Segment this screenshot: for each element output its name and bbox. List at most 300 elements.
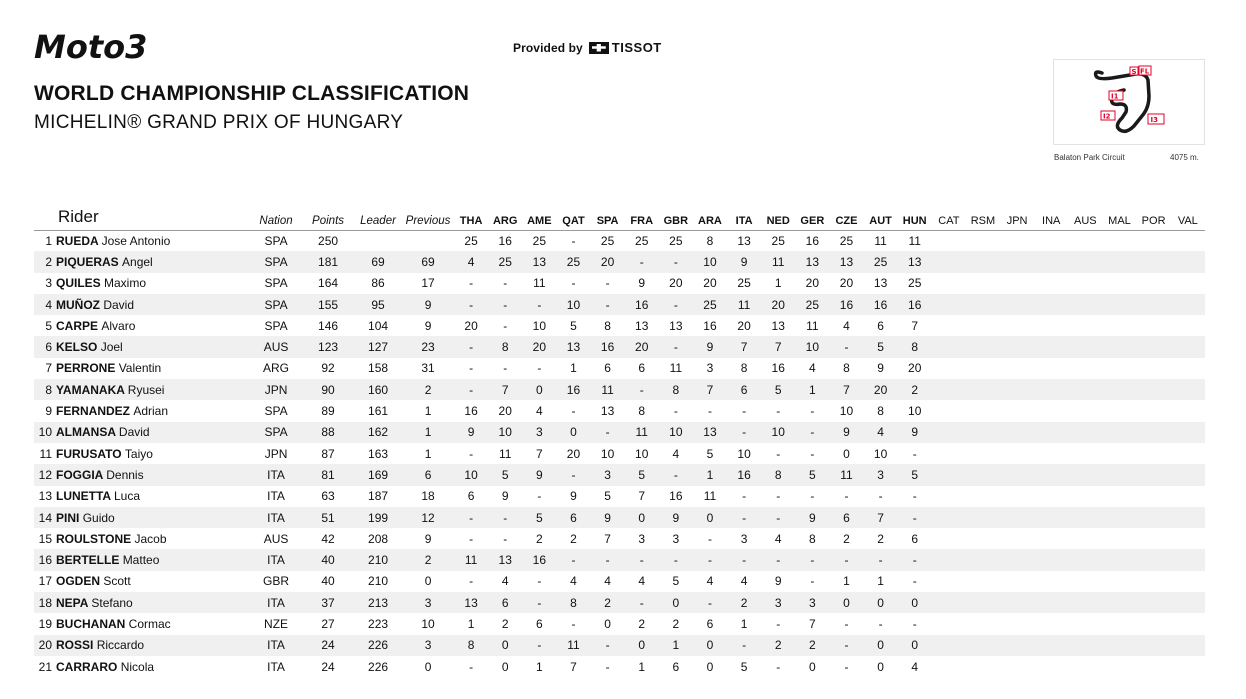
race-result-ger: 0	[809, 659, 816, 674]
race-result-aut: 3	[864, 464, 898, 485]
race-result-cat	[932, 549, 966, 570]
race-result-cze: 2	[843, 531, 850, 546]
race-result-ger: 10	[795, 336, 829, 357]
race-result-aus	[1068, 230, 1102, 251]
race-result-gbr: 4	[672, 446, 680, 461]
race-result-gbr: -	[659, 294, 693, 315]
race-result-ned: -	[761, 549, 795, 570]
rider-last-name: PINI	[56, 510, 80, 525]
rider-name	[56, 422, 250, 443]
race-result-ita: 1	[740, 616, 748, 631]
race-result-fra: 6	[638, 361, 646, 376]
rider-last-name: CARPE	[56, 318, 99, 333]
race-result-ara: 0	[693, 635, 727, 656]
race-result-val	[1171, 464, 1205, 485]
rider-position: 19	[38, 616, 52, 631]
race-result-por	[1137, 528, 1171, 549]
race-result-aus	[1068, 613, 1102, 634]
race-result-val	[1171, 656, 1205, 677]
race-result-ita: 13	[737, 233, 751, 248]
header-race-rsm: RSM	[966, 204, 1000, 230]
race-result-cze: -	[829, 635, 863, 656]
race-result-ina	[1034, 549, 1068, 570]
race-result-ara: 4	[706, 574, 714, 589]
race-result-hun: 4	[911, 659, 919, 674]
race-result-rsm	[966, 443, 1000, 464]
race-result-gbr: 8	[659, 379, 693, 400]
race-result-ina	[1034, 230, 1068, 251]
rider-name	[56, 315, 250, 336]
header-race-hun: HUN	[898, 204, 932, 230]
race-result-ita: -	[727, 507, 761, 528]
race-result-fra: 25	[635, 233, 649, 248]
race-result-cat	[932, 507, 966, 528]
rider-position: 4	[34, 294, 56, 315]
table-row	[34, 549, 1205, 570]
race-result-rsm	[966, 358, 1000, 379]
race-result-val	[1171, 273, 1205, 294]
race-result-cze: 16	[829, 294, 863, 315]
gap-to-leader: 226	[368, 659, 389, 674]
race-result-arg: 10	[488, 422, 522, 443]
race-result-ara: 3	[706, 361, 714, 376]
moto3-logo	[34, 28, 204, 64]
race-result-qat: -	[571, 233, 576, 248]
race-result-fra: 16	[625, 294, 659, 315]
race-result-gbr: 25	[669, 233, 683, 248]
moto3-logo-graphic	[34, 28, 204, 64]
gap-to-leader: 95	[354, 294, 402, 315]
table-header-row	[34, 204, 1205, 230]
race-result-ina	[1034, 251, 1068, 272]
rider-last-name: QUILES	[56, 276, 101, 291]
race-result-aut: 8	[877, 404, 884, 419]
race-result-jpn	[1000, 549, 1034, 570]
rider-points: 164	[318, 276, 339, 291]
rider-name	[56, 443, 250, 464]
race-result-aut: 1	[877, 574, 884, 589]
rider-first-name: Scott	[103, 574, 131, 589]
race-result-cat	[932, 336, 966, 357]
rider-first-name: Luca	[114, 489, 141, 504]
gap-to-leader	[354, 230, 402, 251]
race-result-cze: -	[844, 489, 849, 504]
race-result-ina	[1034, 422, 1068, 443]
race-result-ger: 5	[795, 464, 829, 485]
rider-points: 87	[321, 446, 335, 461]
rider-nation: JPN	[250, 379, 302, 400]
race-result-por	[1137, 635, 1171, 656]
race-result-ger: 4	[809, 361, 816, 376]
race-result-ned: 20	[761, 294, 795, 315]
race-result-tha: -	[469, 659, 474, 674]
rider-last-name: NEPA	[56, 595, 89, 610]
race-result-por	[1137, 422, 1171, 443]
rider-first-name: Alvaro	[101, 318, 136, 333]
race-result-aus	[1068, 528, 1102, 549]
race-result-ara: 25	[693, 294, 727, 315]
race-result-por	[1137, 571, 1171, 592]
race-result-jpn	[1000, 422, 1034, 443]
race-result-ame: 2	[536, 531, 543, 546]
rider-name	[56, 528, 250, 549]
race-result-ara: 0	[693, 507, 727, 528]
race-result-qat: 1	[570, 361, 577, 376]
gap-to-previous: 1	[424, 404, 432, 419]
race-result-arg: 25	[488, 251, 522, 272]
race-result-ara: 7	[693, 379, 727, 400]
race-result-qat: 7	[570, 659, 577, 674]
race-result-por	[1137, 592, 1171, 613]
race-result-cat	[932, 635, 966, 656]
race-result-ger: -	[810, 574, 815, 589]
gap-to-previous: 0	[424, 659, 432, 674]
race-result-por	[1137, 486, 1171, 507]
rider-position: 13	[38, 489, 52, 504]
provided-by-label: Provided by	[513, 40, 583, 55]
race-result-ned: -	[776, 659, 781, 674]
race-result-cze: 25	[839, 233, 854, 248]
race-result-qat: 4	[570, 574, 577, 589]
rider-points: 92	[321, 361, 335, 376]
race-result-ned: 2	[761, 635, 795, 656]
rider-nation: ITA	[267, 489, 285, 504]
header-rider: Rider	[34, 204, 250, 230]
rider-nation: SPA	[250, 251, 302, 272]
table-row	[34, 294, 1205, 315]
race-result-hun: -	[912, 489, 917, 504]
race-result-arg: 6	[488, 592, 522, 613]
race-result-gbr: 5	[672, 574, 680, 589]
table-row	[34, 635, 1205, 656]
race-result-jpn	[1000, 400, 1034, 421]
race-result-tha: 25	[464, 233, 478, 248]
race-result-hun: -	[898, 549, 932, 570]
rider-first-name: Adrian	[133, 404, 169, 419]
race-result-ita: -	[742, 404, 747, 419]
circuit-length: 4075 m.	[1170, 153, 1199, 162]
race-result-por	[1137, 613, 1171, 634]
rider-points: 63	[321, 489, 335, 504]
race-result-tha: 8	[454, 635, 488, 656]
race-result-spa: -	[605, 276, 610, 291]
race-result-cze: -	[844, 659, 849, 674]
race-result-tha: 11	[454, 549, 488, 570]
race-result-gbr: -	[673, 404, 678, 419]
race-result-tha: -	[469, 531, 474, 546]
race-result-mal	[1102, 571, 1136, 592]
race-result-cze: -	[844, 616, 849, 631]
race-result-jpn	[1000, 443, 1034, 464]
rider-name	[56, 571, 250, 592]
race-result-val	[1171, 613, 1205, 634]
rider-last-name: RUEDA	[56, 233, 99, 248]
rider-name	[56, 273, 250, 294]
rider-name	[56, 294, 250, 315]
race-result-fra: -	[625, 251, 659, 272]
rider-position: 1	[45, 233, 52, 248]
race-result-rsm	[966, 592, 1000, 613]
gap-to-previous: 9	[424, 318, 432, 333]
rider-first-name: Angel	[122, 254, 153, 269]
race-result-cze: 8	[843, 361, 850, 376]
header-race-ger: GER	[795, 204, 829, 230]
header-points: Points	[302, 204, 354, 230]
race-result-tha: 20	[464, 318, 478, 333]
race-result-jpn	[1000, 336, 1034, 357]
race-result-ara: 8	[706, 233, 714, 248]
rider-points: 155	[302, 294, 354, 315]
race-result-spa: 2	[591, 592, 625, 613]
gap-to-leader: 162	[354, 422, 402, 443]
race-result-qat: 25	[556, 251, 590, 272]
race-result-cze: 20	[839, 276, 854, 291]
gap-to-previous: 3	[402, 592, 454, 613]
race-result-ned: -	[776, 404, 781, 419]
rider-position: 21	[38, 659, 52, 674]
race-result-val	[1171, 486, 1205, 507]
race-result-ina	[1034, 400, 1068, 421]
race-result-rsm	[966, 294, 1000, 315]
race-result-fra: 1	[638, 659, 646, 674]
rider-points: 24	[302, 635, 354, 656]
race-result-ger: 20	[805, 276, 820, 291]
race-result-cat	[932, 251, 966, 272]
table-body	[34, 230, 1205, 677]
race-result-ita: 11	[727, 294, 761, 315]
race-result-val	[1171, 507, 1205, 528]
race-result-tha: 13	[454, 592, 488, 613]
race-result-tha: -	[454, 507, 488, 528]
gap-to-previous: 9	[424, 531, 432, 546]
race-result-spa: 0	[604, 616, 611, 631]
race-result-tha: 1	[467, 616, 475, 631]
race-result-arg: 11	[498, 446, 512, 461]
rider-last-name: ALMANSA	[56, 425, 116, 440]
race-result-jpn	[1000, 571, 1034, 592]
race-result-ger: 16	[805, 233, 820, 248]
race-result-jpn	[1000, 464, 1034, 485]
race-result-ita: -	[727, 422, 761, 443]
race-result-aut: 5	[864, 336, 898, 357]
race-result-aut: 9	[877, 361, 884, 376]
race-result-hun: 6	[911, 531, 919, 546]
rider-points: 123	[302, 336, 354, 357]
race-result-hun: -	[912, 574, 917, 589]
race-result-rsm	[966, 656, 1000, 677]
rider-name	[56, 613, 250, 634]
circuit-map	[1053, 59, 1205, 145]
rider-position: 3	[45, 276, 52, 291]
race-result-ger: 8	[809, 531, 816, 546]
gap-to-previous: 0	[424, 574, 432, 589]
race-result-ned: 16	[771, 361, 785, 376]
race-result-ara: 0	[706, 659, 714, 674]
race-result-rsm	[966, 507, 1000, 528]
race-result-ina	[1034, 592, 1068, 613]
rider-nation: ARG	[263, 361, 290, 376]
gap-to-leader: 208	[368, 531, 389, 546]
race-result-aus	[1068, 358, 1102, 379]
race-result-mal	[1102, 486, 1136, 507]
circuit-label-i3: I3	[1150, 116, 1158, 124]
race-result-val	[1171, 358, 1205, 379]
race-result-fra: 11	[625, 422, 659, 443]
race-result-ger: -	[810, 404, 815, 419]
race-result-ger: 2	[795, 635, 829, 656]
race-result-por	[1137, 464, 1171, 485]
race-result-jpn	[1000, 635, 1034, 656]
gap-to-leader: 158	[368, 361, 389, 376]
race-result-ame: 9	[522, 464, 556, 485]
table-row	[34, 464, 1205, 485]
race-result-jpn	[1000, 656, 1034, 677]
page-subtitle: MICHELIN® GRAND PRIX OF HUNGARY	[34, 112, 404, 133]
race-result-cat	[932, 464, 966, 485]
race-result-spa: 7	[604, 531, 611, 546]
race-result-cat	[932, 571, 966, 592]
table-row	[34, 528, 1205, 549]
race-result-cat	[932, 443, 966, 464]
race-result-spa: 8	[604, 318, 611, 333]
rider-first-name: Joel	[100, 340, 123, 355]
race-result-ame: 25	[532, 233, 547, 248]
race-result-hun: 25	[908, 276, 922, 291]
table-row	[34, 656, 1205, 677]
race-result-ina	[1034, 613, 1068, 634]
race-result-fra: -	[625, 549, 659, 570]
race-result-rsm	[966, 422, 1000, 443]
race-result-ned: 11	[761, 251, 795, 272]
race-result-rsm	[966, 486, 1000, 507]
race-result-ned: 7	[761, 336, 795, 357]
race-result-gbr: -	[659, 464, 693, 485]
race-result-por	[1137, 656, 1171, 677]
race-result-cze: 0	[829, 592, 863, 613]
race-result-tha: -	[454, 294, 488, 315]
header-race-gbr: GBR	[659, 204, 693, 230]
header-race-ara: ARA	[693, 204, 727, 230]
table-row	[34, 336, 1205, 357]
gap-to-previous: 2	[402, 549, 454, 570]
race-result-mal	[1102, 656, 1136, 677]
race-result-fra: 8	[638, 404, 646, 419]
race-result-arg: 16	[498, 233, 512, 248]
race-result-por	[1137, 294, 1171, 315]
header-race-ame: AME	[522, 204, 556, 230]
race-result-ame: 7	[536, 446, 543, 461]
gap-to-previous: 69	[402, 251, 454, 272]
table-row	[34, 613, 1205, 634]
race-result-aus	[1068, 571, 1102, 592]
race-result-aut: 25	[864, 251, 898, 272]
circuit-track-icon	[1054, 60, 1206, 146]
rider-points: 81	[302, 464, 354, 485]
rider-nation: SPA	[264, 276, 288, 291]
race-result-gbr: 2	[672, 616, 680, 631]
race-result-mal	[1102, 464, 1136, 485]
race-result-gbr: 3	[672, 531, 680, 546]
header-race-ina: INA	[1034, 204, 1068, 230]
rider-points: 181	[302, 251, 354, 272]
race-result-cat	[932, 294, 966, 315]
race-result-ger: -	[810, 489, 815, 504]
race-result-qat: -	[571, 404, 576, 419]
race-result-gbr: 13	[669, 318, 683, 333]
rider-name	[56, 592, 250, 613]
race-result-hun: 8	[898, 336, 932, 357]
race-result-ned: 3	[761, 592, 795, 613]
race-result-ina	[1034, 571, 1068, 592]
race-result-jpn	[1000, 486, 1034, 507]
header-race-cze: CZE	[829, 204, 863, 230]
race-result-ame: 4	[536, 404, 543, 419]
race-result-aus	[1068, 273, 1102, 294]
race-result-tha: -	[469, 361, 474, 376]
race-result-val	[1171, 230, 1205, 251]
race-result-ina	[1034, 507, 1068, 528]
race-result-qat: -	[571, 616, 576, 631]
race-result-por	[1137, 507, 1171, 528]
rider-name	[56, 507, 250, 528]
race-result-aus	[1068, 507, 1102, 528]
rider-nation: ITA	[250, 549, 302, 570]
race-result-mal	[1102, 336, 1136, 357]
race-result-ned: -	[776, 489, 781, 504]
race-result-mal	[1102, 230, 1136, 251]
rider-points: 88	[302, 422, 354, 443]
race-result-rsm	[966, 336, 1000, 357]
race-result-ger: -	[795, 549, 829, 570]
race-result-ita: -	[727, 549, 761, 570]
gap-to-leader: 104	[368, 318, 389, 333]
gap-to-leader: 199	[354, 507, 402, 528]
race-result-rsm	[966, 528, 1000, 549]
race-result-cat	[932, 422, 966, 443]
race-result-hun: 7	[911, 318, 919, 333]
tissot-wordmark: TISSOT	[611, 40, 662, 55]
race-result-cze: 10	[839, 404, 854, 419]
race-result-qat: 10	[556, 294, 590, 315]
race-result-gbr: 6	[672, 659, 680, 674]
race-result-ame: 3	[522, 422, 556, 443]
race-result-ina	[1034, 273, 1068, 294]
rider-points: 42	[321, 531, 335, 546]
race-result-hun: 5	[898, 464, 932, 485]
race-result-aus	[1068, 379, 1102, 400]
race-result-por	[1137, 358, 1171, 379]
rider-first-name: Stefano	[91, 595, 133, 610]
race-result-spa: -	[591, 422, 625, 443]
rider-name	[56, 635, 250, 656]
race-result-ina	[1034, 315, 1068, 336]
race-result-ame: -	[522, 294, 556, 315]
race-result-spa: 5	[604, 489, 611, 504]
race-result-ara: 20	[703, 276, 717, 291]
race-result-ame: 0	[522, 379, 556, 400]
rider-last-name: PIQUERAS	[56, 254, 119, 269]
rider-nation: ITA	[250, 635, 302, 656]
gap-to-previous: 1	[424, 446, 432, 461]
gap-to-previous: 31	[421, 361, 435, 376]
gap-to-previous: 10	[421, 616, 435, 631]
race-result-mal	[1102, 528, 1136, 549]
rider-first-name: Ryusei	[127, 382, 165, 397]
race-result-qat: 20	[566, 446, 581, 461]
rider-position: 17	[38, 574, 52, 589]
race-result-rsm	[966, 400, 1000, 421]
race-result-aut: 20	[864, 379, 898, 400]
